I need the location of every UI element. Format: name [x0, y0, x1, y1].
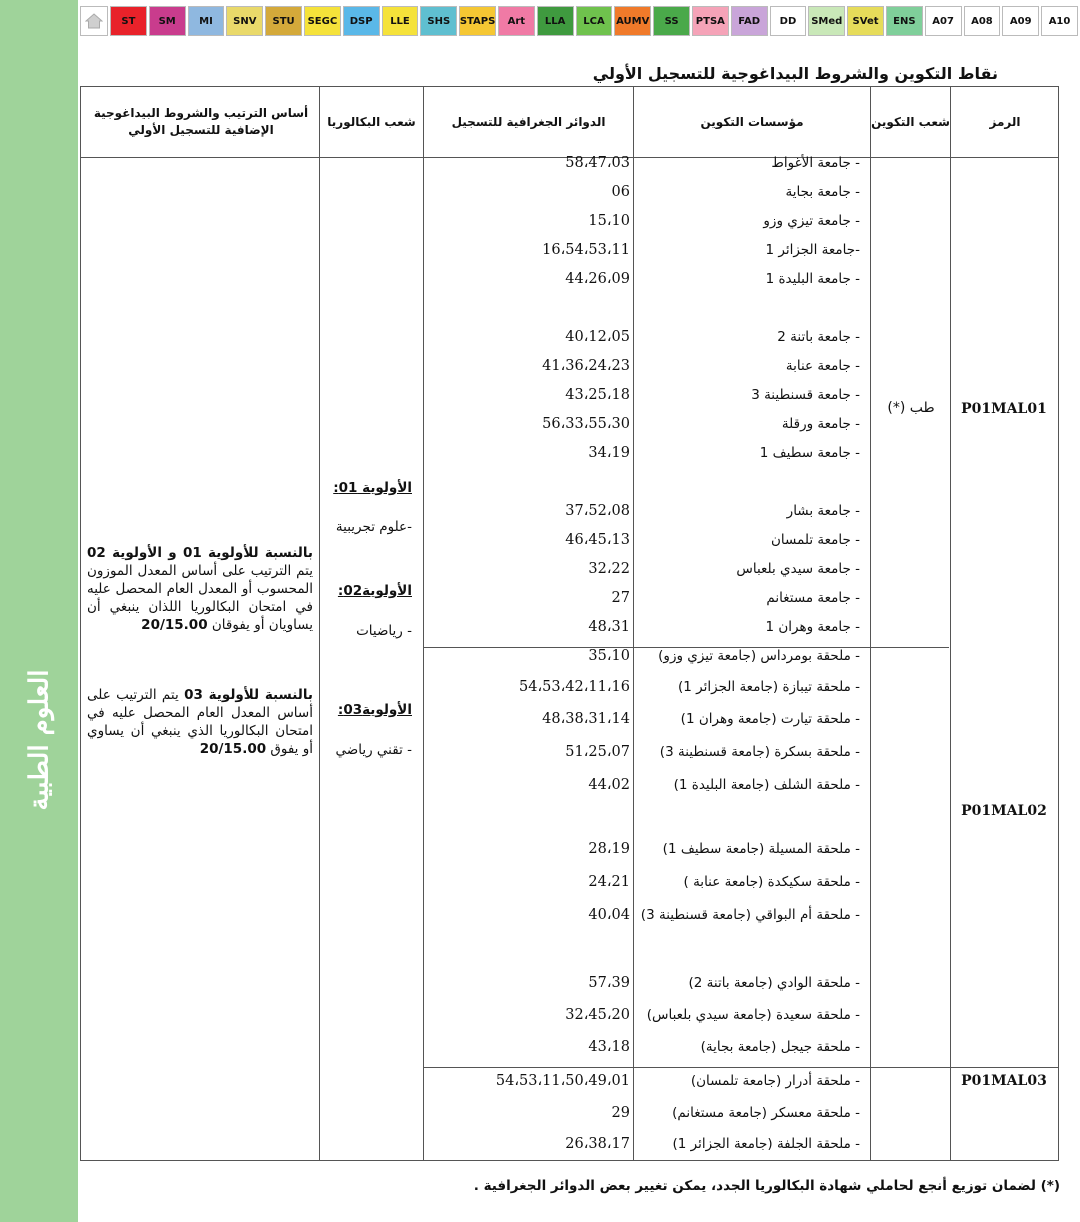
institution-name: - ملحقة تيبازة (جامعة الجزائر 1)	[678, 679, 860, 695]
stream-tab-bar	[80, 6, 1078, 36]
institution-name: - جامعة سطيف 1	[759, 445, 860, 461]
tab-dsp[interactable]: DSP	[343, 6, 380, 36]
tab-mi[interactable]: MI	[188, 6, 225, 36]
priority-2-title: الأولوية02:	[337, 583, 412, 599]
district-codes: 43،18	[588, 1039, 630, 1055]
institution-name: - جامعة بجاية	[785, 184, 860, 200]
institution-name: - ملحقة بومرداس (جامعة تيزي وزو)	[658, 648, 860, 664]
tab-ens[interactable]: ENS	[886, 6, 923, 36]
institution-name: - ملحقة بسكرة (جامعة قسنطينة 3)	[659, 744, 860, 760]
tab-a08[interactable]: A08	[964, 6, 1001, 36]
criteria-priority-1-2: بالنسبة للأولوية 01 و الأولوية 02 يتم الترتيب على أساس المعدل الموزون المحسوب أو المعدل العام المحصل عليه في امتحان البكالوريا اللذان ينبغي أن يساويان أو يفوقان 20/15.00	[87, 545, 313, 633]
institution-name: - ملحقة الجلفة (جامعة الجزائر 1)	[672, 1136, 860, 1152]
code-p01mal03: P01MAL03	[961, 1073, 1047, 1089]
district-codes: 44،02	[588, 777, 630, 793]
tab-smed[interactable]: SMed	[808, 6, 845, 36]
tab-sm[interactable]: SM	[149, 6, 186, 36]
institution-name: - جامعة تلمسان	[771, 532, 860, 548]
institution-name: - جامعة قسنطينة 3	[751, 387, 860, 403]
institution-name: - جامعة باتنة 2	[777, 329, 860, 345]
district-codes: 27	[611, 590, 630, 606]
tab-lca[interactable]: LCA	[576, 6, 613, 36]
header-bac: شعب البكالوريا	[327, 114, 416, 129]
institution-name: - جامعة وهران 1	[765, 619, 860, 635]
district-codes: 54،53،11،50،49،01	[495, 1073, 630, 1089]
institution-name: - ملحقة أم البواقي (جامعة قسنطينة 3)	[640, 907, 860, 923]
institution-name: - جامعة ورقلة	[781, 416, 860, 432]
priority-1-stream: -علوم تجريبية	[335, 519, 412, 535]
header-institutions: مؤسسات التكوين	[700, 114, 804, 129]
tab-staps[interactable]: STAPS	[459, 6, 496, 36]
tab-aumv[interactable]: AUMV	[614, 6, 651, 36]
district-codes: 29	[611, 1105, 630, 1121]
district-codes: 15،10	[588, 213, 630, 229]
tab-snv[interactable]: SNV	[226, 6, 263, 36]
district-codes: 28،19	[588, 841, 630, 857]
institution-name: - ملحقة المسيلة (جامعة سطيف 1)	[662, 841, 860, 857]
header-districts: الدوائر الجغرافية للتسجيل	[451, 114, 606, 129]
district-codes: 58،47،03	[565, 155, 630, 171]
formation-table	[80, 86, 1059, 1161]
institution-name: - ملحقة جيجل (جامعة بجاية)	[700, 1039, 860, 1055]
tab-lla[interactable]: LLA	[537, 6, 574, 36]
district-codes: 26،38،17	[565, 1136, 630, 1152]
tab-lle[interactable]: LLE	[382, 6, 419, 36]
district-codes: 32،45،20	[565, 1007, 630, 1023]
district-codes: 32،22	[588, 561, 630, 577]
district-codes: 34،19	[588, 445, 630, 461]
branch-medicine: طب (*)	[887, 400, 935, 416]
header-code: الرمز	[989, 114, 1021, 129]
district-codes: 35،10	[588, 648, 630, 664]
district-codes: 56،33،55،30	[542, 416, 630, 432]
tab-a09[interactable]: A09	[1002, 6, 1039, 36]
footnote: (*) لضمان توزيع أنجع لحاملي شهادة البكالوريا الجدد، يمكن تغيير بعض الدوائر الجغرافية .	[473, 1178, 1060, 1194]
tab-dd[interactable]: DD	[770, 6, 807, 36]
code-p01mal02: P01MAL02	[961, 803, 1047, 819]
institution-name: - ملحقة أدرار (جامعة تلمسان)	[690, 1073, 860, 1089]
category-sidebar	[0, 0, 78, 1222]
priority-3-title: الأولوية03:	[337, 702, 412, 718]
institution-name: - جامعة تيزي وزو	[763, 213, 860, 229]
tab-st[interactable]: ST	[110, 6, 147, 36]
criteria-priority-3: بالنسبة للأولوية 03 يتم الترتيب على أساس المعدل العام المحصل عليه في امتحان البكالوريا الذي ينبغي أن يساوي أو يفوق 20/15.00	[87, 687, 313, 757]
district-codes: 46،45،13	[565, 532, 630, 548]
district-codes: 40،12،05	[565, 329, 630, 345]
institution-name: - ملحقة سكيكدة (جامعة عنابة )	[683, 874, 860, 890]
district-codes: 16،54،53،11	[542, 242, 630, 258]
institution-name: - جامعة عنابة	[785, 358, 860, 374]
tab-art[interactable]: Art	[498, 6, 535, 36]
district-codes: 57،39	[588, 975, 630, 991]
district-codes: 44،26،09	[565, 271, 630, 287]
category-label: العلوم الطبية	[24, 669, 55, 811]
tab-fad[interactable]: FAD	[731, 6, 768, 36]
district-codes: 48،38،31،14	[542, 711, 630, 727]
priority-3-stream: - تقني رياضي	[335, 742, 412, 758]
tab-shs[interactable]: SHS	[420, 6, 457, 36]
institution-name: - جامعة الأغواط	[771, 155, 860, 171]
district-codes: 43،25،18	[565, 387, 630, 403]
code-p01mal01: P01MAL01	[961, 401, 1047, 417]
district-codes: 06	[611, 184, 630, 200]
institution-name: - جامعة البليدة 1	[765, 271, 860, 287]
priority-2-stream: - رياضيات	[356, 623, 412, 639]
district-codes: 24،21	[588, 874, 630, 890]
tab-ss[interactable]: SS	[653, 6, 690, 36]
priority-1-title: الأولوية 01:	[333, 480, 412, 496]
institution-name: - ملحقة تيارت (جامعة وهران 1)	[680, 711, 860, 727]
tab-a10[interactable]: A10	[1041, 6, 1078, 36]
home-icon[interactable]	[80, 6, 108, 36]
district-codes: 54،53،42،11،16	[519, 679, 630, 695]
institution-name: - جامعة مستغانم	[766, 590, 860, 606]
district-codes: 51،25،07	[565, 744, 630, 760]
tab-a07[interactable]: A07	[925, 6, 962, 36]
institution-name: - ملحقة الوادي (جامعة باتنة 2)	[688, 975, 860, 991]
page-title: نقاط التكوين والشروط البيداغوجية للتسجيل الأولي	[592, 64, 998, 83]
tab-ptsa[interactable]: PTSA	[692, 6, 729, 36]
tab-segc[interactable]: SEGC	[304, 6, 341, 36]
district-codes: 48،31	[588, 619, 630, 635]
district-codes: 37،52،08	[565, 503, 630, 519]
district-codes: 40،04	[588, 907, 630, 923]
institution-name: - ملحقة الشلف (جامعة البليدة 1)	[673, 777, 860, 793]
institution-name: - جامعة بشار	[786, 503, 860, 519]
tab-stu[interactable]: STU	[265, 6, 302, 36]
institution-name: - ملحقة سعيدة (جامعة سيدي بلعباس)	[646, 1007, 860, 1023]
district-codes: 41،36،24،23	[542, 358, 630, 374]
header-criteria: أساس الترتيب والشروط البيداغوجية الإضافية للتسجيل الأولي	[93, 106, 309, 137]
tab-svet[interactable]: SVet	[847, 6, 884, 36]
institution-name: -جامعة الجزائر 1	[765, 242, 860, 258]
institution-name: - ملحقة معسكر (جامعة مستغانم)	[672, 1105, 860, 1121]
header-branch: شعب التكوين	[871, 114, 950, 129]
institution-name: - جامعة سيدي بلعباس	[736, 561, 860, 577]
